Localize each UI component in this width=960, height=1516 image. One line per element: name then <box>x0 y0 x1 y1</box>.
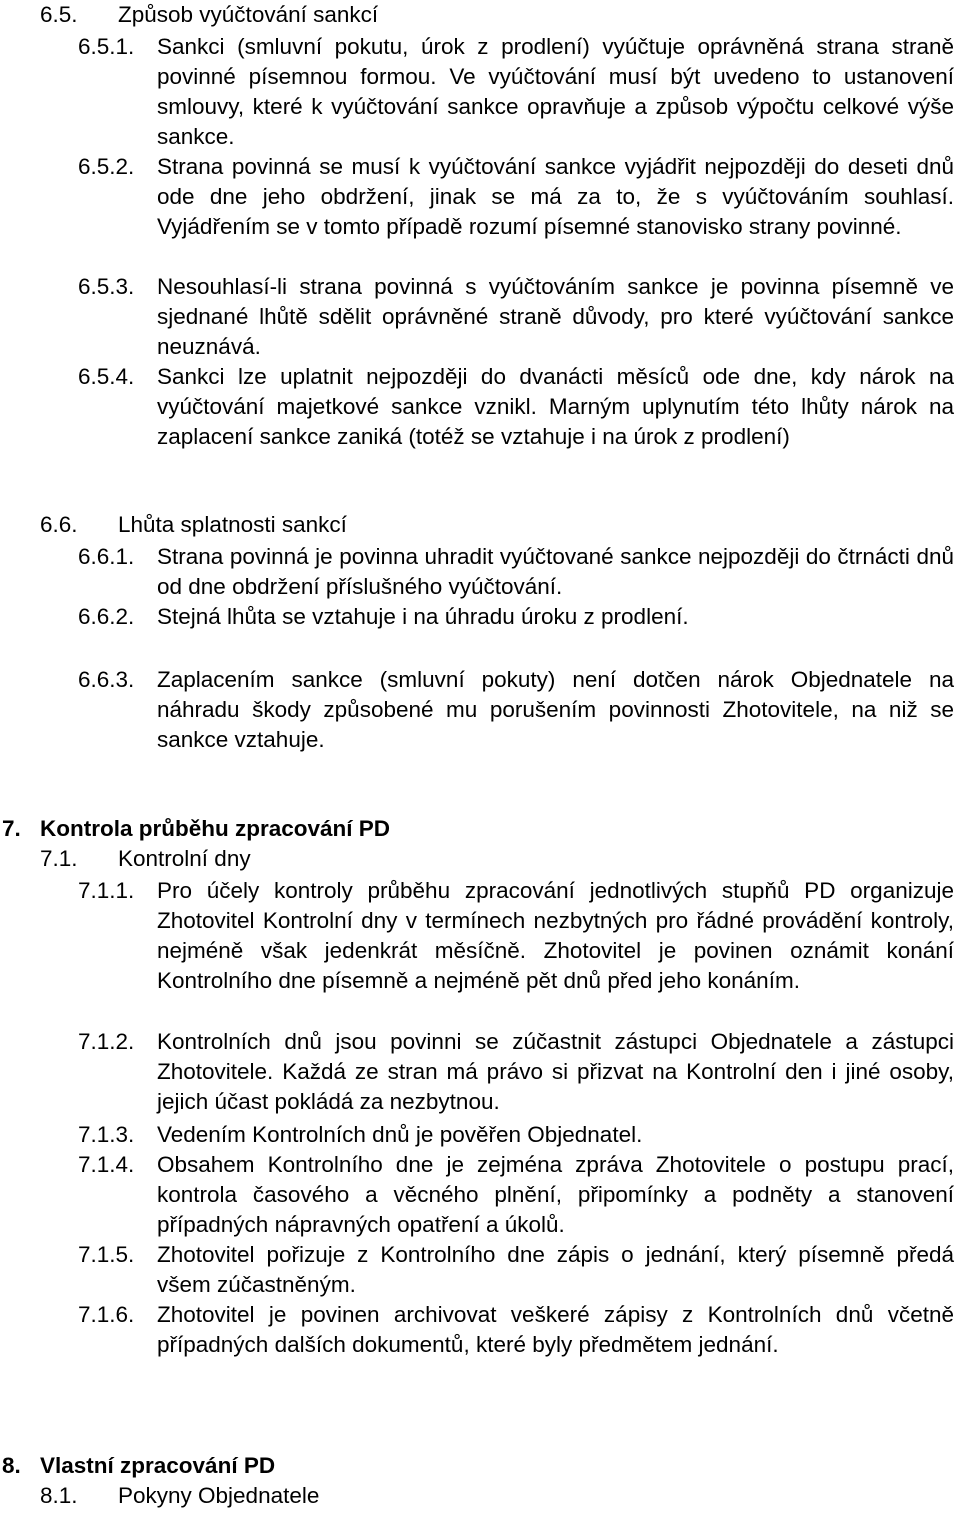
clause-number: 7.1.2. <box>78 1029 135 1054</box>
clause-text: Stejná lhůta se vztahuje i na úhradu úroku z prodlení. <box>157 604 689 629</box>
clause-text: Zhotovitel pořizuje z Kontrolního dne zápis o jednání, který písemně předá všem zúčastněným. <box>157 1242 954 1297</box>
clause-text: Pro účely kontroly průběhu zpracování jednotlivých stupňů PD organizuje Zhotovitel Kontrolní dny v termínech nezbytných pro řádné provádění kontroly, nejméně však jedenkrát měsíčně. Zhotovitel je povinen oznámit konání Kontrolního dne písemně a nejméně pět dnů před jeho konáním. <box>157 878 954 993</box>
clause-number: 7.1.3. <box>78 1122 135 1147</box>
chapter-number: 8. <box>2 1453 21 1478</box>
clause-number: 6.5.1. <box>78 34 135 59</box>
clause-text: Obsahem Kontrolního dne je zejména zpráva Zhotovitele o postupu prací, kontrola časového a věcného plnění, připomínky a podněty a stanovení případných nápravných opatření a úkolů. <box>157 1152 954 1237</box>
clause-number: 6.6.1. <box>78 544 135 569</box>
section-title: Kontrolní dny <box>118 846 251 871</box>
clause-text: Zaplacením sankce (smluvní pokuty) není dotčen nárok Objednatele na náhradu škody způsobené mu porušením povinnosti Zhotovitele, na niž se sankce vztahuje. <box>157 667 954 752</box>
section-title: Lhůta splatnosti sankcí <box>118 512 347 537</box>
section-title: Pokyny Objednatele <box>118 1483 320 1508</box>
clause-number: 6.6.3. <box>78 667 135 692</box>
clause-text: Vedením Kontrolních dnů je pověřen Objednatel. <box>157 1122 643 1147</box>
clause-number: 7.1.4. <box>78 1152 135 1177</box>
section-title: Způsob vyúčtování sankcí <box>118 2 379 27</box>
chapter-title: Vlastní zpracování PD <box>40 1453 276 1478</box>
clause-number: 6.5.4. <box>78 364 135 389</box>
clause-number: 7.1.6. <box>78 1302 135 1327</box>
clause-text: Sankci (smluvní pokutu, úrok z prodlení) vyúčtuje oprávněná strana straně povinné písemnou formou. Ve vyúčtování musí být uvedeno to ustanovení smlouvy, které k vyúčtování sankce opravňuje a způsob výpočtu celkové výše sankce. <box>157 34 954 149</box>
chapter-title: Kontrola průběhu zpracování PD <box>40 816 391 841</box>
section-number: 8.1. <box>40 1483 78 1508</box>
clause-text: Strana povinná se musí k vyúčtování sankce vyjádřit nejpozději do deseti dnů ode dne jeho obdržení, jinak se má za to, že s vyúčtováním souhlasí. Vyjádřením se v tomto případě rozumí písemné stanovisko strany povinné. <box>157 154 954 239</box>
clause-number: 6.6.2. <box>78 604 135 629</box>
clause-text: Strana povinná je povinna uhradit vyúčtované sankce nejpozději do čtrnácti dnů od dne obdržení příslušného vyúčtování. <box>157 544 954 599</box>
chapter-number: 7. <box>2 816 21 841</box>
clause-text: Nesouhlasí-li strana povinná s vyúčtováním sankce je povinna písemně ve sjednané lhůtě sdělit oprávněné straně důvody, pro které vyúčtování sankce neuznává. <box>157 274 954 359</box>
section-number: 7.1. <box>40 846 78 871</box>
clause-number: 7.1.1. <box>78 878 135 903</box>
clause-text: Sankci lze uplatnit nejpozději do dvanácti měsíců ode dne, kdy nárok na vyúčtování majetkové sankce vznikl. Marným uplynutím této lhůty nárok na zaplacení sankce zaniká (totéž se vztahuje i na úrok z prodlení) <box>157 364 954 449</box>
section-number: 6.6. <box>40 512 78 537</box>
clause-number: 7.1.5. <box>78 1242 135 1267</box>
clause-number: 6.5.3. <box>78 274 135 299</box>
clause-text: Zhotovitel je povinen archivovat veškeré zápisy z Kontrolních dnů včetně případných dalších dokumentů, které byly předmětem jednání. <box>157 1302 954 1357</box>
clause-text: Kontrolních dnů jsou povinni se zúčastnit zástupci Objednatele a zástupci Zhotovitele. Každá ze stran má právo si přizvat na Kontrolní den i jiné osoby, jejich účast pokládá za nezbytnou. <box>157 1029 954 1114</box>
clause-number: 6.5.2. <box>78 154 135 179</box>
section-number: 6.5. <box>40 2 78 27</box>
